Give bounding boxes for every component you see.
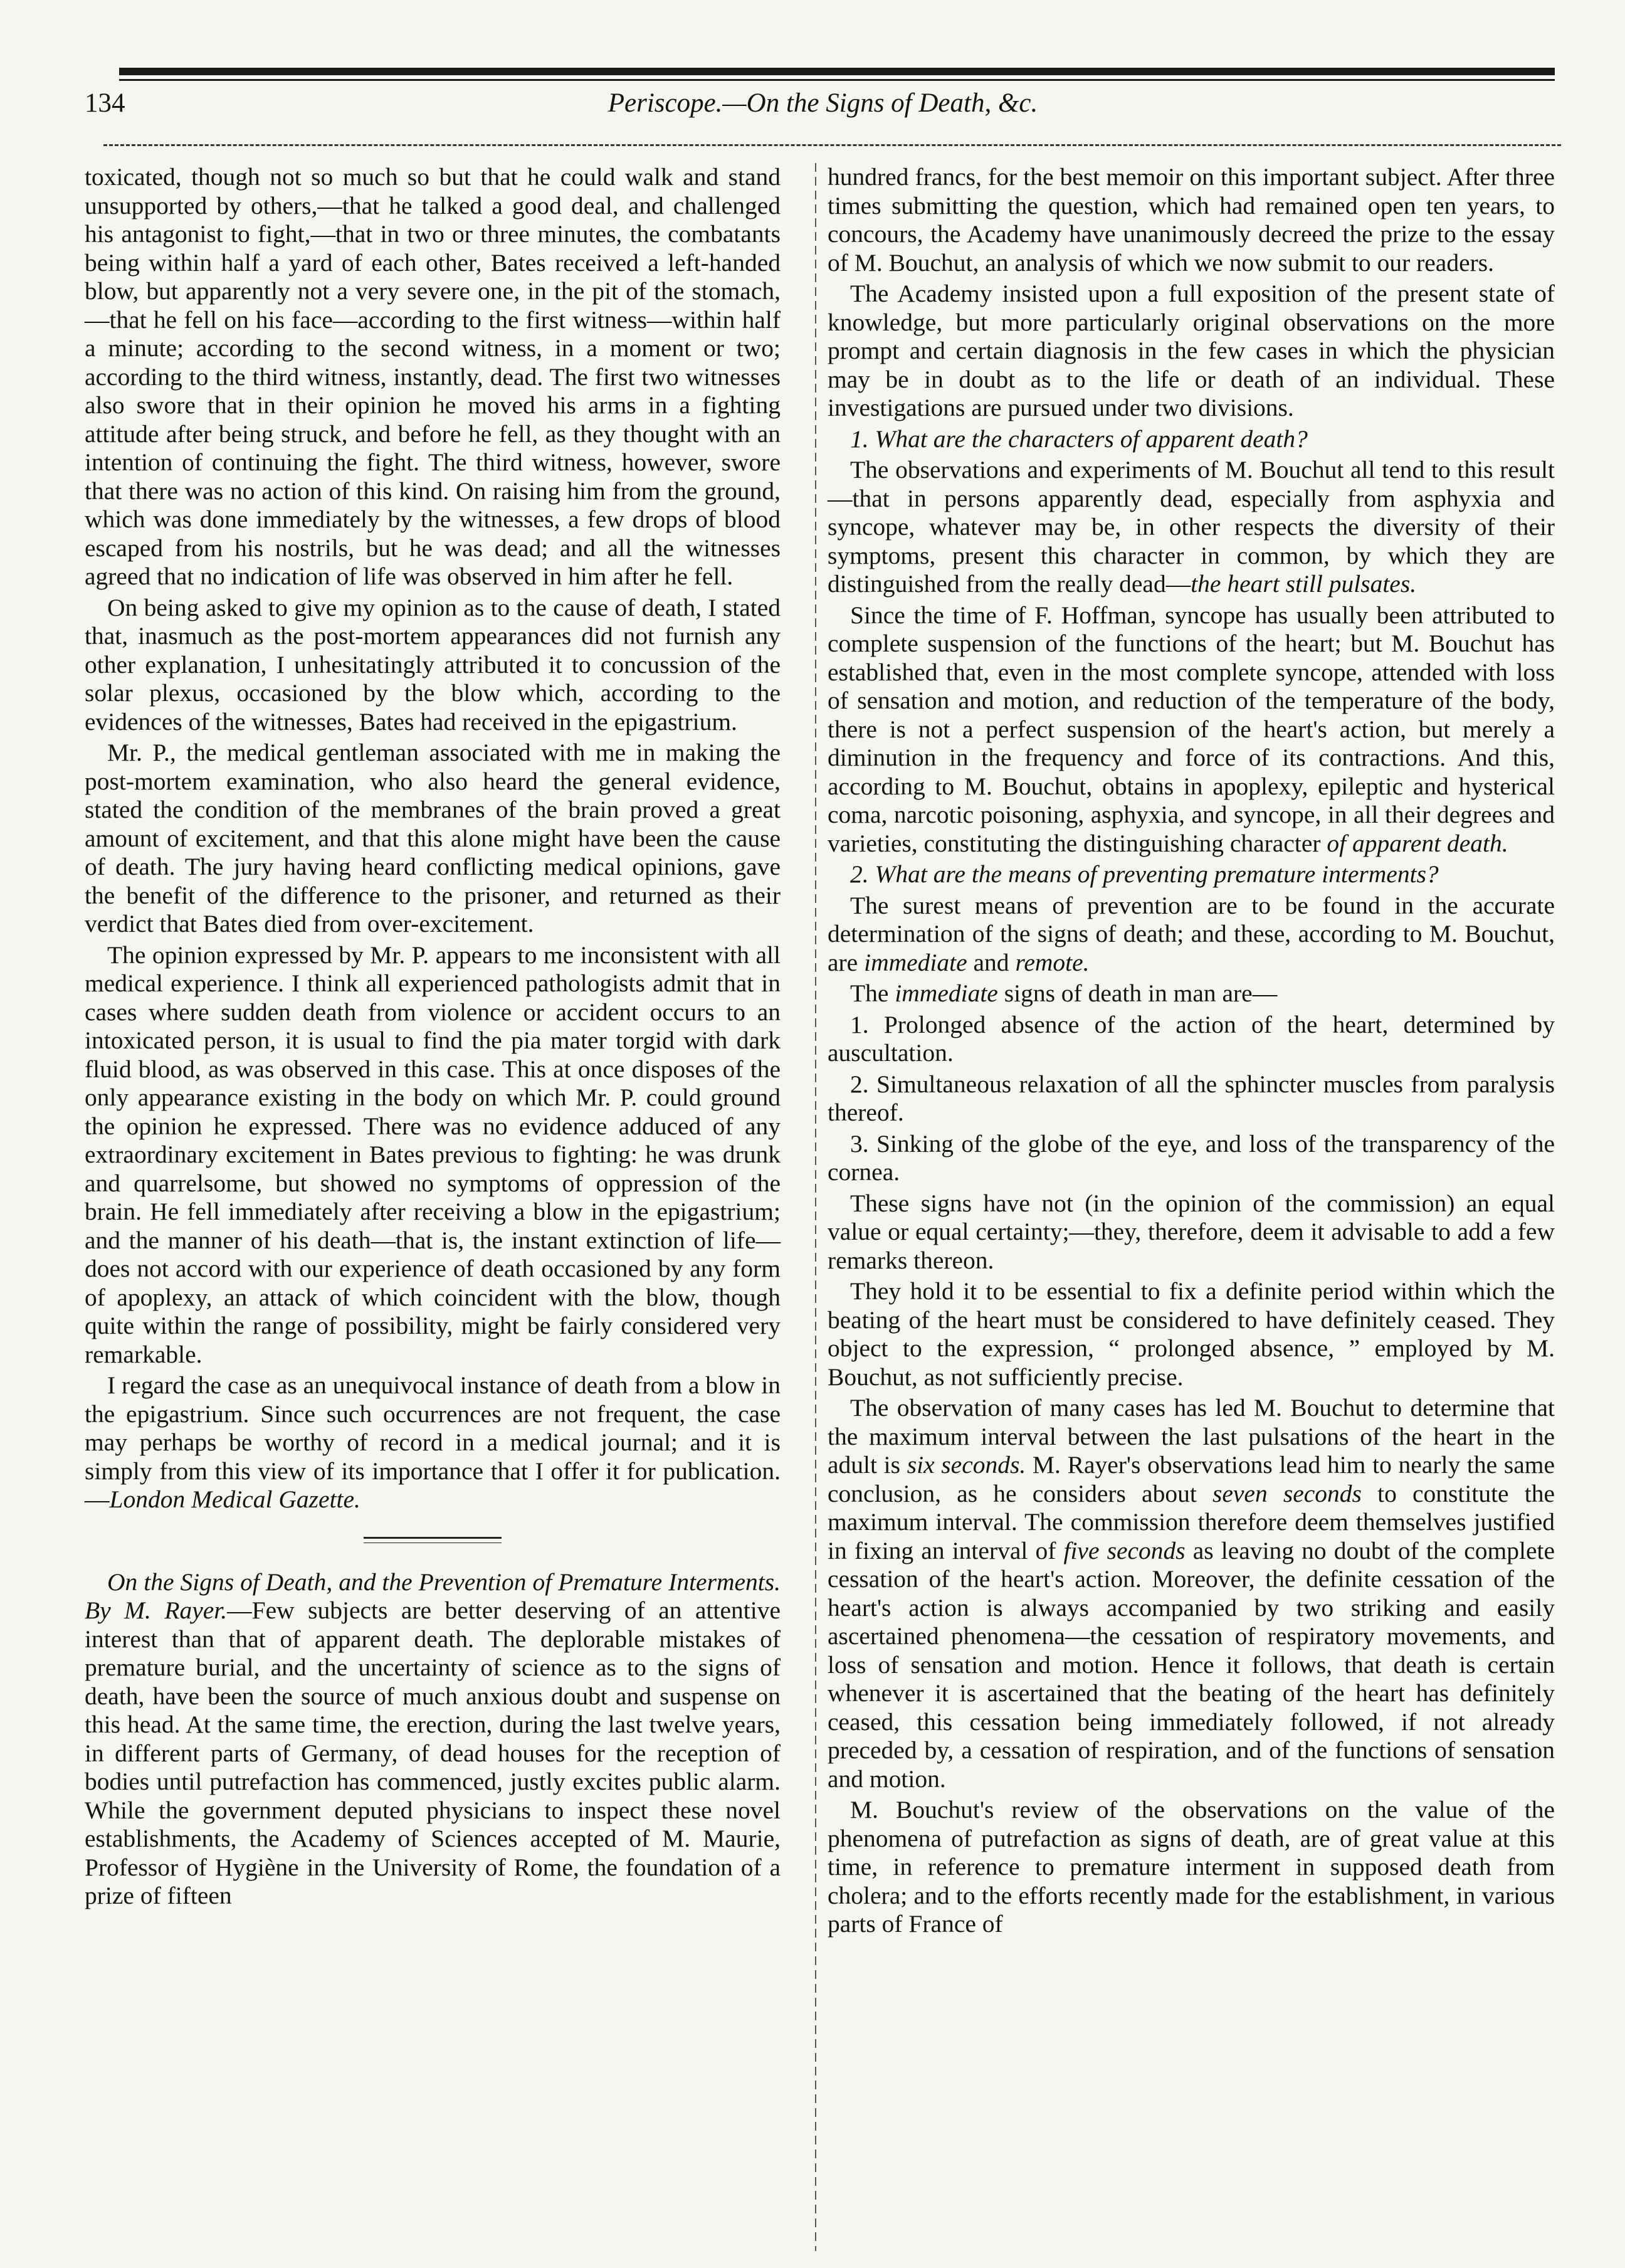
paragraph-text: —Few subjects are better deserving of an attentive interest than that of apparent death. The deplorable mistakes of premature burial, and the uncertainty of science as to the signs of death, have been the source of much anxious doubt and suspense on this head. At the same time, the erection, during the last twelve years, in different parts of Germany, of dead houses for the reception of bodies until putrefaction has commenced, justly excites public alarm. While the government deputed physicians to inspect these novel establishments, the Academy of Sciences accepted of M. Maurie, Professor of Hygiène in the University of Rome, the foundation of a prize of fifteen [85, 1596, 781, 1909]
source-citation: London Medical Gazette. [109, 1485, 360, 1513]
article-paragraph [85, 1568, 781, 1911]
paragraph-text: as leaving no doubt of the complete cessation of the heart's action. Moreover, the definite cessation of the heart's action is always accompanied by two striking and easily ascertained phenomena—the cessation of respiratory movements, and loss of sensation and motion. Hence it follows, that death is certain whenever it is ascertained that the beating of the heart has definitely ceased, this cessation being immediately followed, if not already preceded by, a cessation of respiration, and of the functions of sensation and motion. [828, 1536, 1555, 1793]
page-number: 134 [85, 88, 125, 118]
paragraph-text: Since the time of F. Hoffman, syncope has usually been attributed to complete suspension of the functions of the heart; but M. Bouchut has established that, even in the most complete syncope, attended with loss of sensation and motion, and reduction of the temperature of the body, there is not a perfect suspension of the heart's action, but merely a diminution in the frequency and force of its contractions. And this, according to M. Bouchut, obtains in apoplexy, epileptic and hysterical coma, narcotic poisoning, asphyxia, and syncope, in all their degrees and varieties, constituting the distinguishing character [828, 601, 1555, 857]
question-text: 2. What are the means of preventing premature interments? [850, 860, 1439, 888]
paragraph: hundred francs, for the best memoir on this important subject. After three times submitting the question, which had remained open ten years, to concours, the Academy have unanimously decreed the prize to the essay of M. Bouchut, an analysis of which we now submit to our readers. [828, 163, 1555, 277]
paragraph: The opinion expressed by Mr. P. appears to me inconsistent with all medical experience. I think all experienced pathologists admit that in cases where sudden death from violence or accident occurs to an intoxicated person, it is usual to find the pia mater torgid with dark fluid blood, as was observed in this case. This at once disposes of the only appearance existing in the body on which Mr. P. could ground the opinion he expressed. There was no evidence adduced of any extraordinary excitement in Bates previous to fighting: he was drunk and quarrelsome, but showed no symptoms of oppression of the brain. He fell immediately after receiving a blow in the epigastrium; and the manner of his death—that is, the instant extinction of life—does not accord with our experience of death occasioned by any form of apoplexy, an attack of which coincident with the blow, though quite within the range of possibility, might be fairly considered very remarkable. [85, 941, 781, 1368]
emphasis: immediate [895, 979, 998, 1007]
paragraph-text: The observations and experiments of M. Bouchut all tend to this result—that in persons apparently dead, especially from asphyxia and syncope, whatever may be, in other respects the diversity of their symptoms, present this character in common, by which they are distinguished from the really dead— [828, 456, 1555, 598]
right-column [828, 163, 1555, 1941]
emphasis: immediate [864, 948, 967, 976]
paragraph: They hold it to be essential to fix a definite period within which the beating of the heart must be considered to have definitely ceased. They object to the expression, “ prolonged absence, ” employed by M. Bouchut, as not sufficiently precise. [828, 1277, 1555, 1391]
paragraph-text: The [850, 979, 895, 1007]
paragraph: The Academy insisted upon a full exposition of the present state of knowledge, but more particularly original observations on the more prompt and certain diagnosis in the few cases in which the physician may be in doubt as to the life or death of an individual. These investigations are pursued under two divisions. [828, 280, 1555, 421]
emphasis: five seconds [1063, 1536, 1186, 1564]
sign-item: 1. Prolonged absence of the action of the heart, determined by auscultation. [828, 1010, 1555, 1067]
paragraph-text: and [967, 948, 1016, 976]
emphasis: six seconds. [907, 1451, 1026, 1479]
section-separator [364, 1537, 502, 1543]
header-rule [103, 144, 1561, 149]
top-rule-thin [119, 79, 1555, 81]
paragraph: M. Bouchut's review of the observations on the value of the phenomena of putrefaction as signs of death, are of great value at this time, in reference to premature interment in supposed death from cholera; and to the efforts recently made for the establishment, in various parts of France of [828, 1796, 1555, 1938]
paragraph [828, 892, 1555, 978]
paragraph-text: I regard the case as an unequivocal instance of death from a blow in the epigastrium. Since such occurrences are not frequent, the case may perhaps be worthy of record in a medical journal; and it is simply from this view of its importance that I offer it for publication.— [85, 1371, 781, 1513]
paragraph: On being asked to give my opinion as to the cause of death, I stated that, inasmuch as the post-mortem appearances did not furnish any other explanation, I unhesitatingly attributed it to concussion of the solar plexus, occasioned by the blow which, according to the evidences of the witnesses, Bates had received in the epigastrium. [85, 593, 781, 736]
page-header [85, 88, 1561, 132]
paragraph-text: The observation of many cases has led M. Bouchut to determine that the maximum interval between the last pulsations of the heart in the adult is [828, 1394, 1555, 1479]
running-title: Periscope.—On the Signs of Death, &c. [607, 88, 1038, 118]
paragraph: Mr. P., the medical gentleman associated with me in making the post-mortem examination, who also heard the general evidence, stated the condition of the membranes of the brain proved a great amount of excitement, and that this alone might have been the cause of death. The jury having heard conflicting medical opinions, gave the benefit of the difference to the prisoner, and returned as their verdict that Bates died from over-excitement. [85, 739, 781, 937]
question-heading [828, 860, 1555, 889]
paragraph: toxicated, though not so much so but that he could walk and stand unsupported by others,—that he talked a good deal, and challenged his antagonist to fight,—that in two or three minutes, the combatants being within half a yard of each other, Bates received a left-handed blow, but apparently not a very severe one, in the pit of the stomach,—that he fell on his face—according to the first witness—within half a minute; according to the second witness, in a moment or two; according to the third witness, instantly, dead. The first two witnesses also swore that in their opinion he moved his arms in a fighting attitude after being struck, and before he fell, as they thought with an intention of continuing the fight. The third witness, however, swore that there was no action of this kind. On raising him from the ground, which was done immediately by the witnesses, a few drops of blood escaped from his nostrils, but he was dead; and all the witnesses agreed that no indication of life was observed in him after he fell. [85, 163, 781, 590]
paragraph [828, 979, 1555, 1008]
paragraph: These signs have not (in the opinion of the commission) an equal value or equal certainty;—they, therefore, deem it advisable to add a few remarks thereon. [828, 1189, 1555, 1274]
top-rule-thick [119, 68, 1555, 75]
emphasis: the heart still pulsates. [1191, 570, 1417, 598]
emphasis: remote. [1015, 948, 1090, 976]
sign-item: 3. Sinking of the globe of the eye, and loss of the transparency of the cornea. [828, 1129, 1555, 1186]
paragraph-text: signs of death in man are— [997, 979, 1278, 1007]
paragraph-text: M. Rayer's observations lead him to nearly the same conclusion, as he considers about [828, 1451, 1555, 1507]
emphasis: seven seconds [1212, 1479, 1362, 1507]
paragraph-text: to constitute the maximum interval. The commission therefore deem themselves justified in fixing an interval of [828, 1479, 1555, 1564]
emphasis: of apparent death. [1327, 829, 1508, 857]
paragraph [85, 1371, 781, 1514]
paragraph-text: The surest means of prevention are to be found in the accurate determination of the signs of death; and these, according to M. Bouchut, are [828, 891, 1555, 976]
sign-item: 2. Simultaneous relaxation of all the sphincter muscles from paralysis thereof. [828, 1070, 1555, 1126]
question-heading [828, 425, 1555, 454]
column-divider [815, 163, 816, 2251]
paragraph [828, 1394, 1555, 1793]
question-text: 1. What are the characters of apparent death? [850, 425, 1308, 453]
left-column [85, 163, 781, 1913]
article-title: On the Signs of Death, and the Prevention of Premature Interments. By M. Rayer. [85, 1568, 781, 1624]
paragraph [828, 601, 1555, 858]
paragraph [828, 456, 1555, 599]
